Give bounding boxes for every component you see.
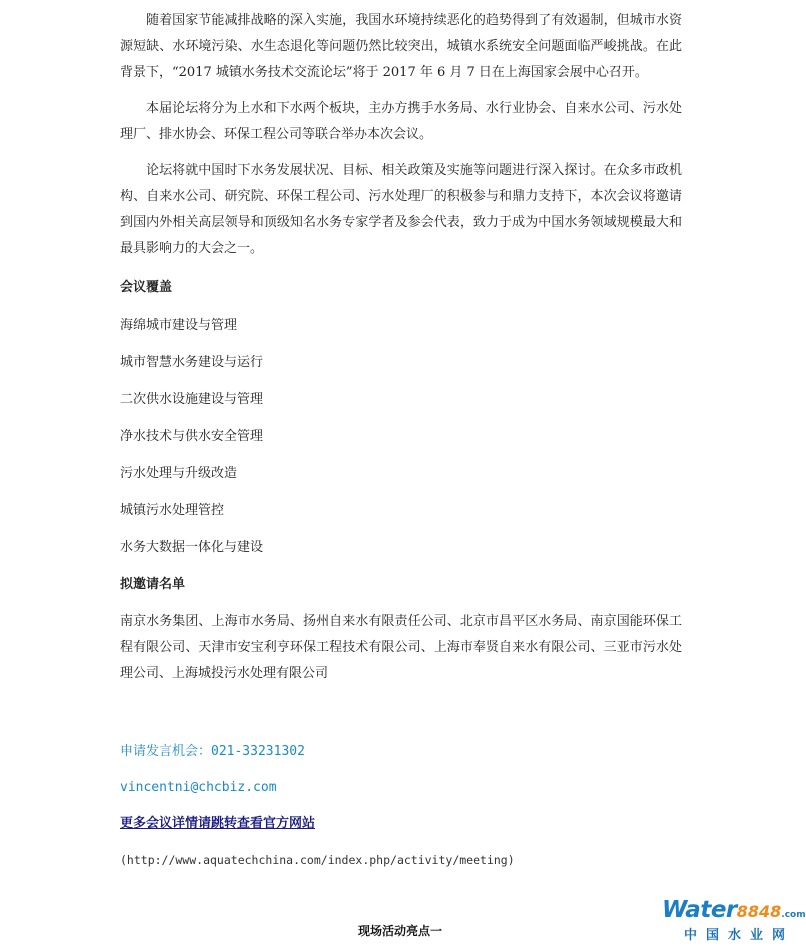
- logo-wordmark: [662, 897, 806, 927]
- coverage-item: 城镇污水处理管控: [120, 503, 225, 518]
- water8848-logo: [662, 897, 806, 946]
- logo-word: Water: [662, 897, 737, 923]
- logo-suffix: .com: [781, 910, 806, 920]
- coverage-item: 海绵城市建设与管理: [120, 318, 238, 333]
- logo-number: 8848: [736, 902, 782, 921]
- invitees-heading: 拟邀请名单: [120, 577, 186, 592]
- coverage-item: 水务大数据一体化与建设: [120, 540, 264, 555]
- invitees-list: 南京水务集团、上海市水务局、扬州自来水有限责任公司、北京市昌平区水务局、南京国能环保工程有限公司、天津市安宝利亨环保工程技术有限公司、上海市奉贤自来水有限公司、三亚市污水处理公司、上海城投污水处理有限公司: [120, 614, 682, 681]
- coverage-item: 二次供水设施建设与管理: [120, 392, 264, 407]
- coverage-item: 净水技术与供水安全管理: [120, 429, 264, 444]
- coverage-item: 城市智慧水务建设与运行: [120, 355, 264, 370]
- logo-subtitle: 中国水业网: [683, 928, 794, 943]
- coverage-heading: 会议覆盖: [120, 280, 173, 295]
- article-body: [120, 0, 682, 882]
- contact-email[interactable]: vincentni@chcbiz.com: [120, 780, 277, 795]
- intro-paragraph: 随着国家节能减排战略的深入实施，我国水环境持续恶化的趋势得到了有效遏制，但城市水资源短缺、水环境污染、水生态退化等问题仍然比较突出，城镇水系统安全问题面临严峻挑战。在此背景下，“2017 城镇水务技术交流论坛”将于 2017 年 6 月 7 日在上海国家会展中心召开。: [120, 13, 682, 80]
- apply-speaking-phone: 申请发言机会：021-33231302: [120, 744, 305, 759]
- official-site-link[interactable]: 更多会议详情请跳转查看官方网站: [120, 816, 316, 831]
- coverage-list: [120, 316, 682, 558]
- format-paragraph: 本届论坛将分为上水和下水两个板块，主办方携手水务局、水行业协会、自来水公司、污水处理厂、排水协会、环保工程公司等联合举办本次会议。: [120, 101, 682, 142]
- discussion-paragraph: 论坛将就中国时下水务发展状况、目标、相关政策及实施等问题进行深入探讨。在众多市政机构、自来水公司、研究院、环保工程公司、污水处理厂的积极参与和鼎力支持下，本次会议将邀请到国内外相关高层领导和顶级知名水务专家学者及参会代表，致力于成为中国水务领域规模最大和最具影响力的大会之一。: [120, 163, 682, 256]
- photo-caption: 现场活动亮点一: [357, 924, 442, 938]
- official-site-url: (http://www.aquatechchina.com/index.php/activity/meeting): [120, 853, 515, 867]
- coverage-item: 污水处理与升级改造: [120, 466, 238, 481]
